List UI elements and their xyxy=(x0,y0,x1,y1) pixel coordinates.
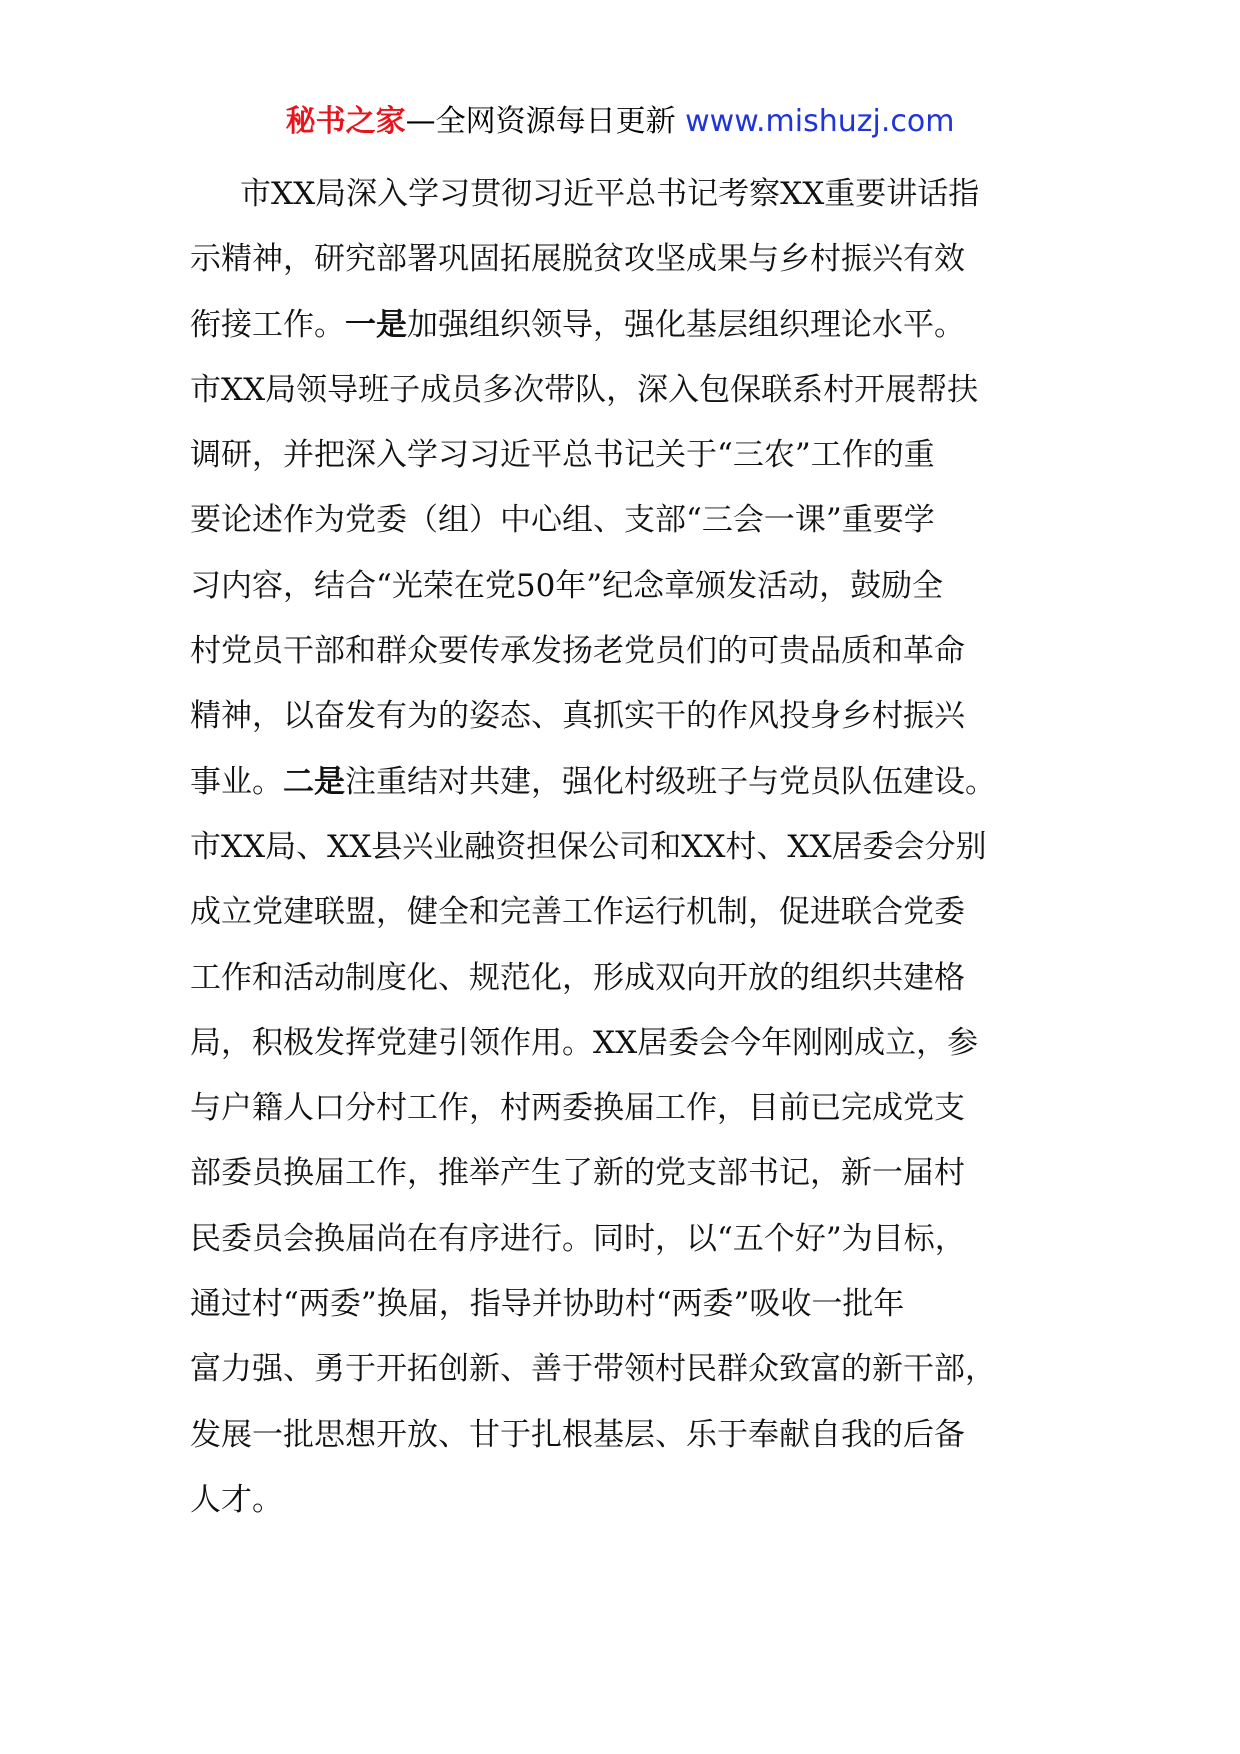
text-line xyxy=(190,423,1050,488)
text-line xyxy=(190,227,1050,292)
text-segment: 衔接工作。 xyxy=(190,306,345,343)
text-line xyxy=(190,880,1050,945)
text-line xyxy=(190,1468,1050,1533)
page-header xyxy=(0,100,1240,144)
text-segment: 习内容，结合“光荣在党50年”纪念章颁发活动，鼓励全 xyxy=(190,567,944,604)
text-line xyxy=(190,293,1050,358)
text-segment: 注重结对共建，强化村级班子与党员队伍建设。 xyxy=(345,763,996,800)
bold-lead-phrase: 一是 xyxy=(345,306,407,343)
text-segment: 工作和活动制度化、规范化，形成双向开放的组织共建格 xyxy=(190,959,965,996)
text-line xyxy=(190,1403,1050,1468)
text-segment: 人才。 xyxy=(190,1481,283,1518)
text-segment: 市XX局深入学习贯彻习近平总书记考察XX重要讲话指 xyxy=(240,176,980,212)
text-segment: 与户籍人口分村工作，村两委换届工作，目前已完成党支 xyxy=(190,1090,965,1127)
text-line xyxy=(190,1272,1050,1337)
bold-lead-phrase: 二是 xyxy=(283,763,345,800)
text-segment: 局，积极发挥党建引领作用。XX居委会今年刚刚成立，参 xyxy=(190,1024,979,1061)
header-slogan: —全网资源每日更新 xyxy=(405,104,686,139)
text-line xyxy=(190,750,1050,815)
text-line xyxy=(190,358,1050,423)
text-segment: 加强组织领导，强化基层组织理论水平。 xyxy=(407,306,965,343)
text-line xyxy=(190,1011,1050,1076)
text-line xyxy=(190,162,1050,227)
text-segment: 成立党建联盟，健全和完善工作运行机制，促进联合党委 xyxy=(190,894,965,931)
text-segment: 通过村“两委”换届，指导并协助村“两委”吸收一批年 xyxy=(190,1286,905,1323)
text-segment: 市XX局领导班子成员多次带队，深入包保联系村开展帮扶 xyxy=(190,371,979,408)
text-line xyxy=(190,488,1050,553)
text-segment: 精神，以奋发有为的姿态、真抓实干的作风投身乡村振兴 xyxy=(190,698,965,735)
text-segment: 富力强、勇于开拓创新、善于带领村民群众致富的新干部， xyxy=(190,1351,996,1388)
text-segment: 市XX局、XX县兴业融资担保公司和XX村、XX居委会分别 xyxy=(190,828,987,865)
text-segment: 村党员干部和群众要传承发扬老党员们的可贵品质和革命 xyxy=(190,633,965,670)
text-line xyxy=(190,946,1050,1011)
text-line xyxy=(190,815,1050,880)
text-line xyxy=(190,554,1050,619)
text-line xyxy=(190,1337,1050,1402)
text-segment: 要论述作为党委（组）中心组、支部“三会一课”重要学 xyxy=(190,502,935,539)
brand-name: 秘书之家 xyxy=(285,104,406,139)
text-line xyxy=(190,1141,1050,1206)
text-line xyxy=(190,1076,1050,1141)
body-paragraph xyxy=(190,162,1050,1533)
text-line xyxy=(190,684,1050,749)
text-line xyxy=(190,1207,1050,1272)
text-line xyxy=(190,619,1050,684)
text-segment: 部委员换届工作，推举产生了新的党支部书记，新一届村 xyxy=(190,1155,965,1192)
text-segment: 民委员会换届尚在有序进行。同时，以“五个好”为目标， xyxy=(190,1220,966,1257)
text-segment: 发展一批思想开放、甘于扎根基层、乐于奉献自我的后备 xyxy=(190,1416,965,1453)
text-segment: 事业。 xyxy=(190,763,283,800)
text-segment: 示精神，研究部署巩固拓展脱贫攻坚成果与乡村振兴有效 xyxy=(190,241,965,278)
text-segment: 调研，并把深入学习习近平总书记关于“三农”工作的重 xyxy=(190,437,935,474)
site-url-link[interactable]: www.mishuzj.com xyxy=(685,104,955,139)
